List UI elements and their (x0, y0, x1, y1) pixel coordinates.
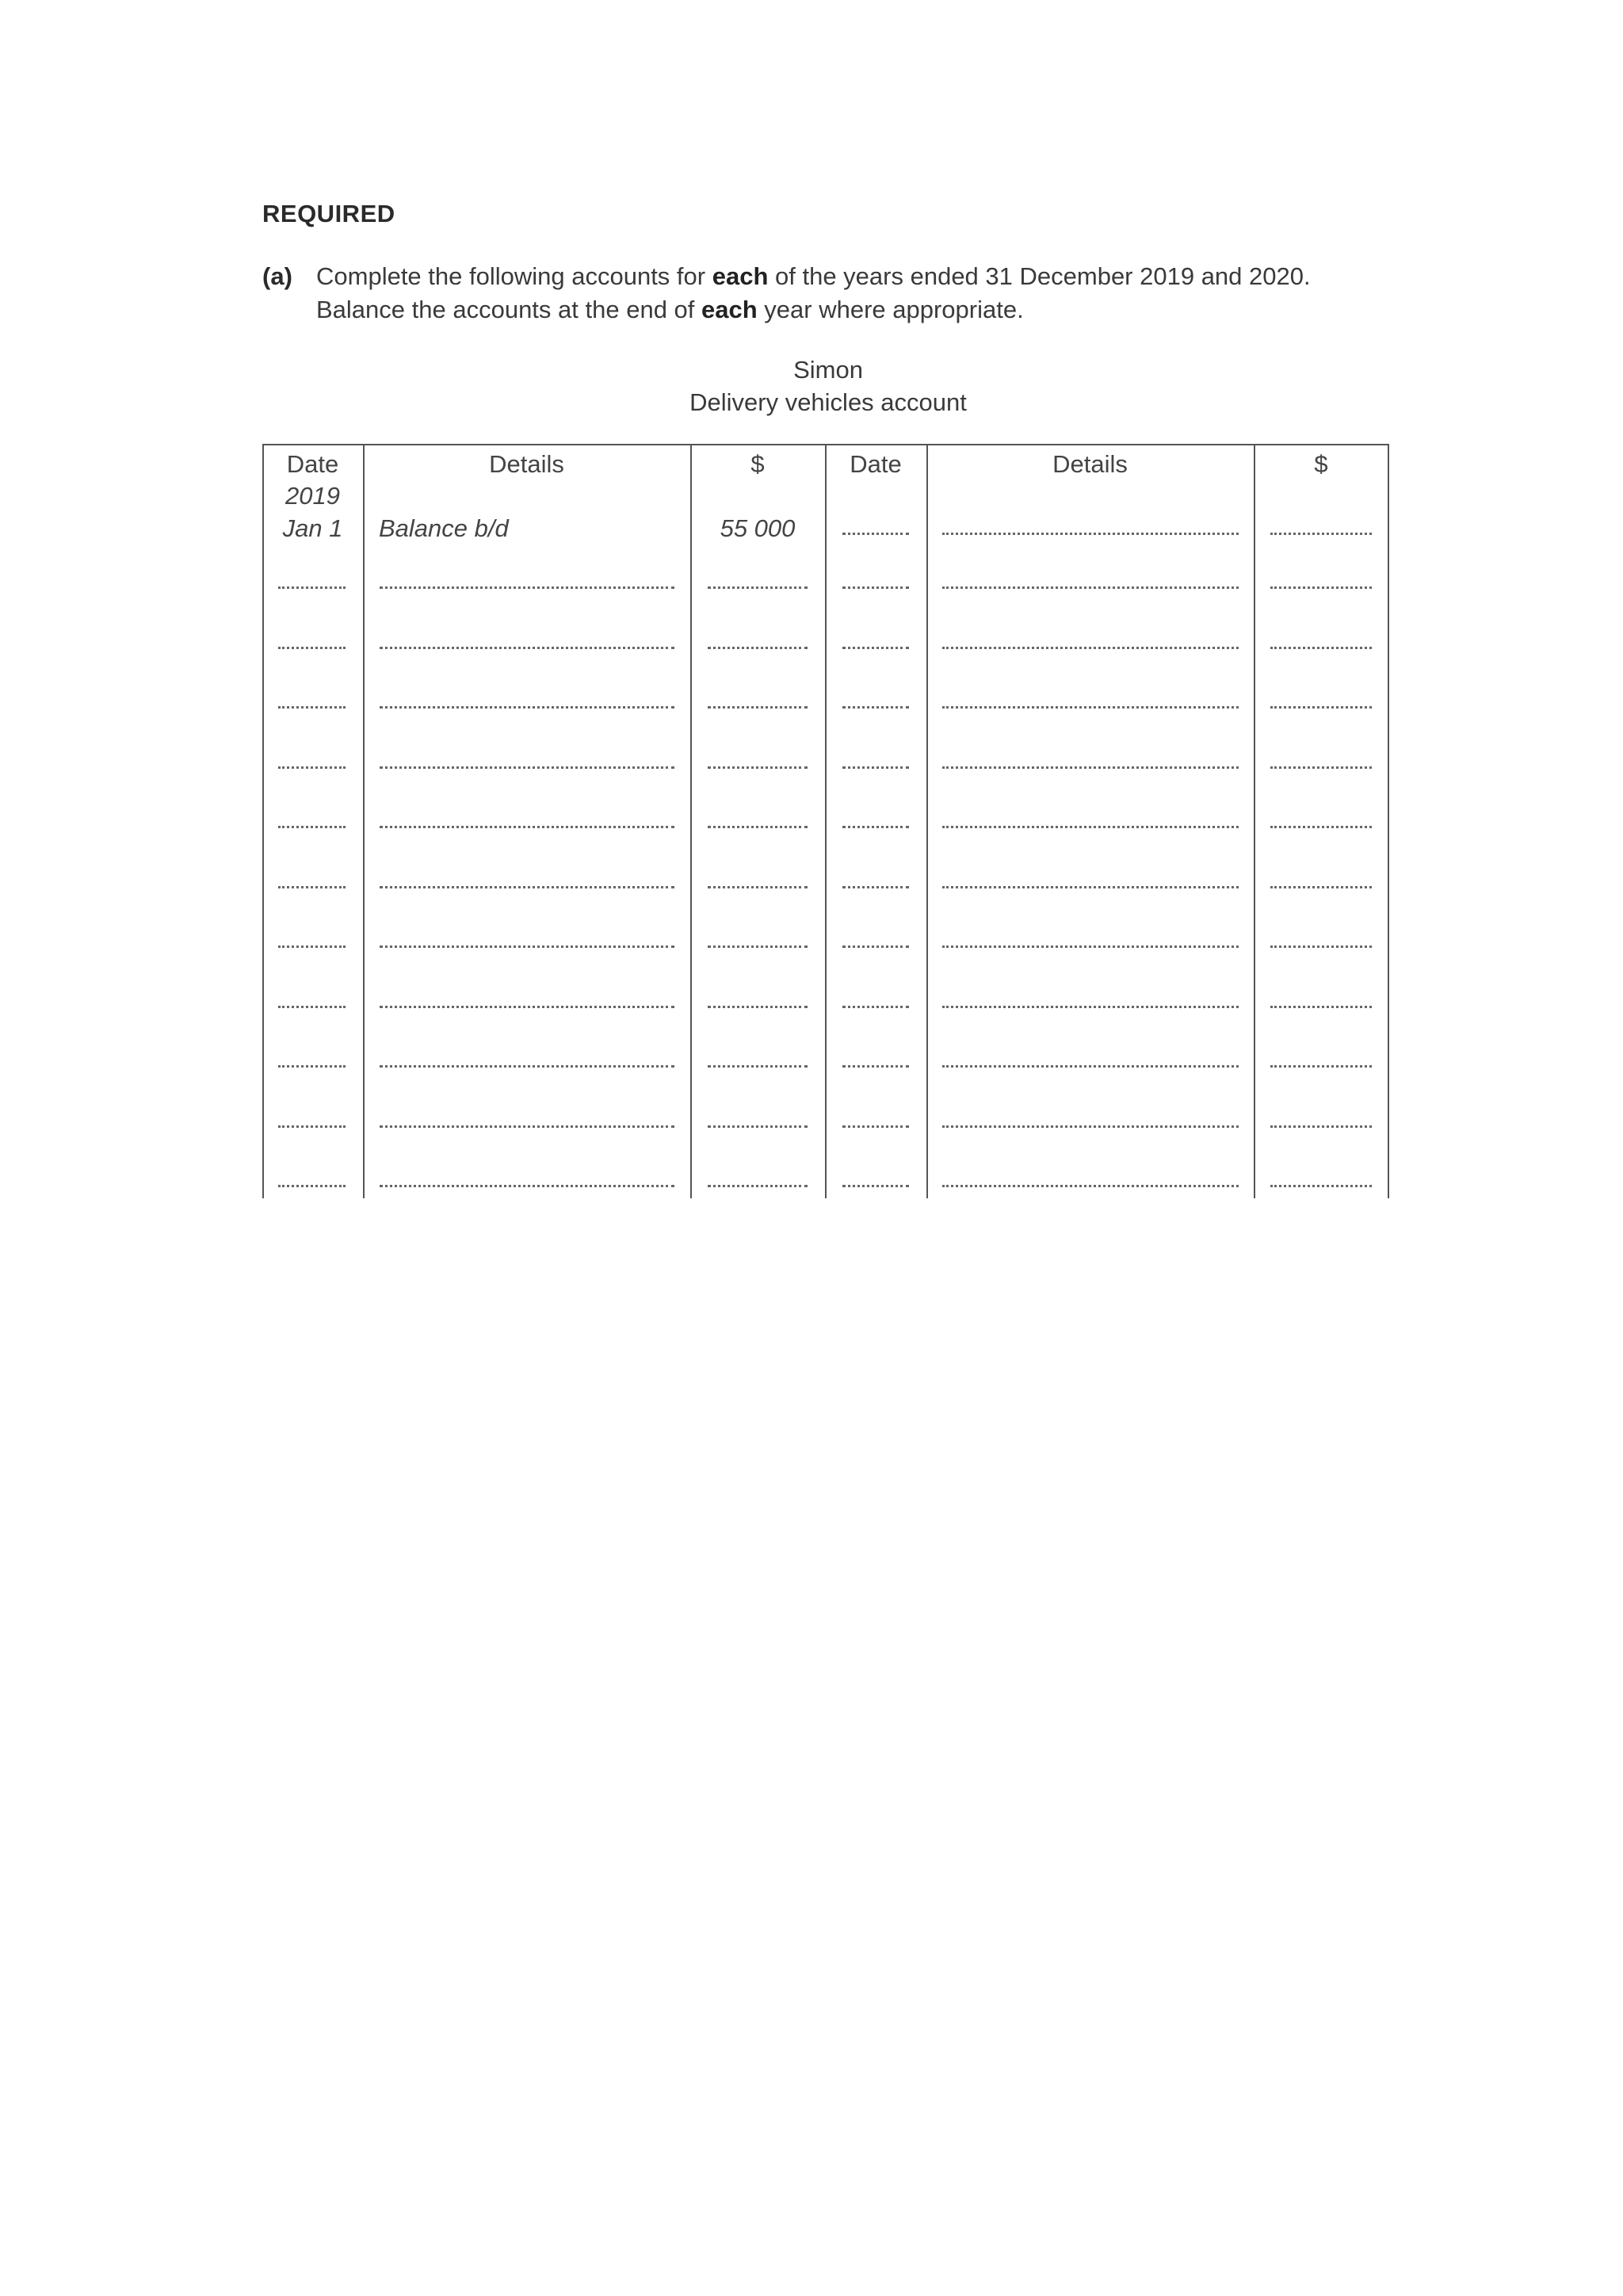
answer-line[interactable] (842, 824, 909, 828)
answer-line[interactable] (942, 765, 1239, 769)
answer-line[interactable] (278, 645, 346, 649)
answer-line[interactable] (708, 884, 808, 888)
answer-line[interactable] (1270, 1064, 1372, 1068)
header-details-debit: Details (489, 450, 564, 478)
answer-line[interactable] (942, 585, 1239, 589)
answer-line[interactable] (1270, 824, 1372, 828)
column-divider (690, 444, 692, 1198)
answer-line[interactable] (278, 1183, 346, 1187)
answer-line[interactable] (842, 585, 909, 589)
answer-line[interactable] (1270, 645, 1372, 649)
answer-line[interactable] (842, 705, 909, 709)
column-divider (1388, 444, 1389, 1198)
answer-line[interactable] (380, 1124, 674, 1128)
entry-details: Balance b/d (379, 514, 509, 542)
answer-line[interactable] (942, 1183, 1239, 1187)
answer-line[interactable] (1270, 1183, 1372, 1187)
answer-line[interactable] (942, 824, 1239, 828)
column-divider (262, 444, 264, 1198)
answer-line[interactable] (278, 585, 346, 589)
answer-line[interactable] (942, 884, 1239, 888)
answer-line[interactable] (842, 1064, 909, 1068)
answer-line[interactable] (278, 1004, 346, 1008)
answer-line[interactable] (708, 1004, 808, 1008)
answer-line[interactable] (1270, 531, 1372, 535)
answer-line[interactable] (708, 1124, 808, 1128)
entry-year: 2019 (285, 482, 340, 510)
answer-line[interactable] (380, 884, 674, 888)
answer-line[interactable] (278, 884, 346, 888)
answer-line[interactable] (380, 1064, 674, 1068)
answer-line[interactable] (942, 1004, 1239, 1008)
answer-line[interactable] (380, 944, 674, 948)
header-amount-credit: $ (1314, 450, 1328, 478)
question-line-2: Balance the accounts at the end of each year where appropriate. (316, 296, 1024, 323)
answer-line[interactable] (708, 824, 808, 828)
answer-line[interactable] (1270, 1124, 1372, 1128)
answer-line[interactable] (1270, 585, 1372, 589)
answer-line[interactable] (380, 705, 674, 709)
answer-line[interactable] (278, 944, 346, 948)
header-date-debit: Date (286, 450, 339, 478)
column-divider (825, 444, 827, 1198)
column-divider (363, 444, 365, 1198)
answer-line[interactable] (942, 944, 1239, 948)
answer-line[interactable] (380, 1183, 674, 1187)
answer-line[interactable] (842, 645, 909, 649)
answer-line[interactable] (708, 944, 808, 948)
answer-line[interactable] (842, 944, 909, 948)
header-details-credit: Details (1052, 450, 1128, 478)
answer-line[interactable] (1270, 765, 1372, 769)
section-heading: REQUIRED (262, 200, 395, 227)
answer-line[interactable] (708, 1064, 808, 1068)
answer-line[interactable] (842, 1183, 909, 1187)
answer-line[interactable] (1270, 705, 1372, 709)
question-label: (a) (262, 262, 292, 290)
answer-line[interactable] (278, 705, 346, 709)
answer-line[interactable] (842, 765, 909, 769)
answer-line[interactable] (1270, 1004, 1372, 1008)
entry-amount: 55 000 (720, 514, 796, 542)
answer-line[interactable] (942, 1124, 1239, 1128)
entry-date: Jan 1 (282, 514, 343, 542)
answer-line[interactable] (842, 1004, 909, 1008)
answer-line[interactable] (942, 1064, 1239, 1068)
answer-line[interactable] (842, 531, 909, 535)
answer-line[interactable] (380, 824, 674, 828)
answer-line[interactable] (942, 705, 1239, 709)
ledger-account-table (262, 444, 1389, 1198)
answer-line[interactable] (942, 531, 1239, 535)
answer-line[interactable] (1270, 884, 1372, 888)
answer-line[interactable] (1270, 944, 1372, 948)
answer-line[interactable] (708, 585, 808, 589)
answer-line[interactable] (278, 1064, 346, 1068)
answer-line[interactable] (708, 765, 808, 769)
answer-line[interactable] (708, 1183, 808, 1187)
answer-line[interactable] (380, 645, 674, 649)
question-line-1: Complete the following accounts for each of the years ended 31 December 2019 and 2020. (316, 262, 1311, 290)
answer-line[interactable] (842, 884, 909, 888)
answer-line[interactable] (380, 765, 674, 769)
column-divider (926, 444, 928, 1198)
answer-line[interactable] (278, 765, 346, 769)
account-owner: Simon (793, 356, 863, 384)
answer-line[interactable] (842, 1124, 909, 1128)
answer-line[interactable] (380, 585, 674, 589)
answer-line[interactable] (942, 645, 1239, 649)
answer-line[interactable] (278, 1124, 346, 1128)
column-divider (1254, 444, 1255, 1198)
account-title: Delivery vehicles account (689, 388, 967, 416)
answer-line[interactable] (278, 824, 346, 828)
answer-line[interactable] (708, 645, 808, 649)
header-date-credit: Date (850, 450, 902, 478)
answer-line[interactable] (708, 705, 808, 709)
header-amount-debit: $ (750, 450, 765, 478)
answer-line[interactable] (380, 1004, 674, 1008)
